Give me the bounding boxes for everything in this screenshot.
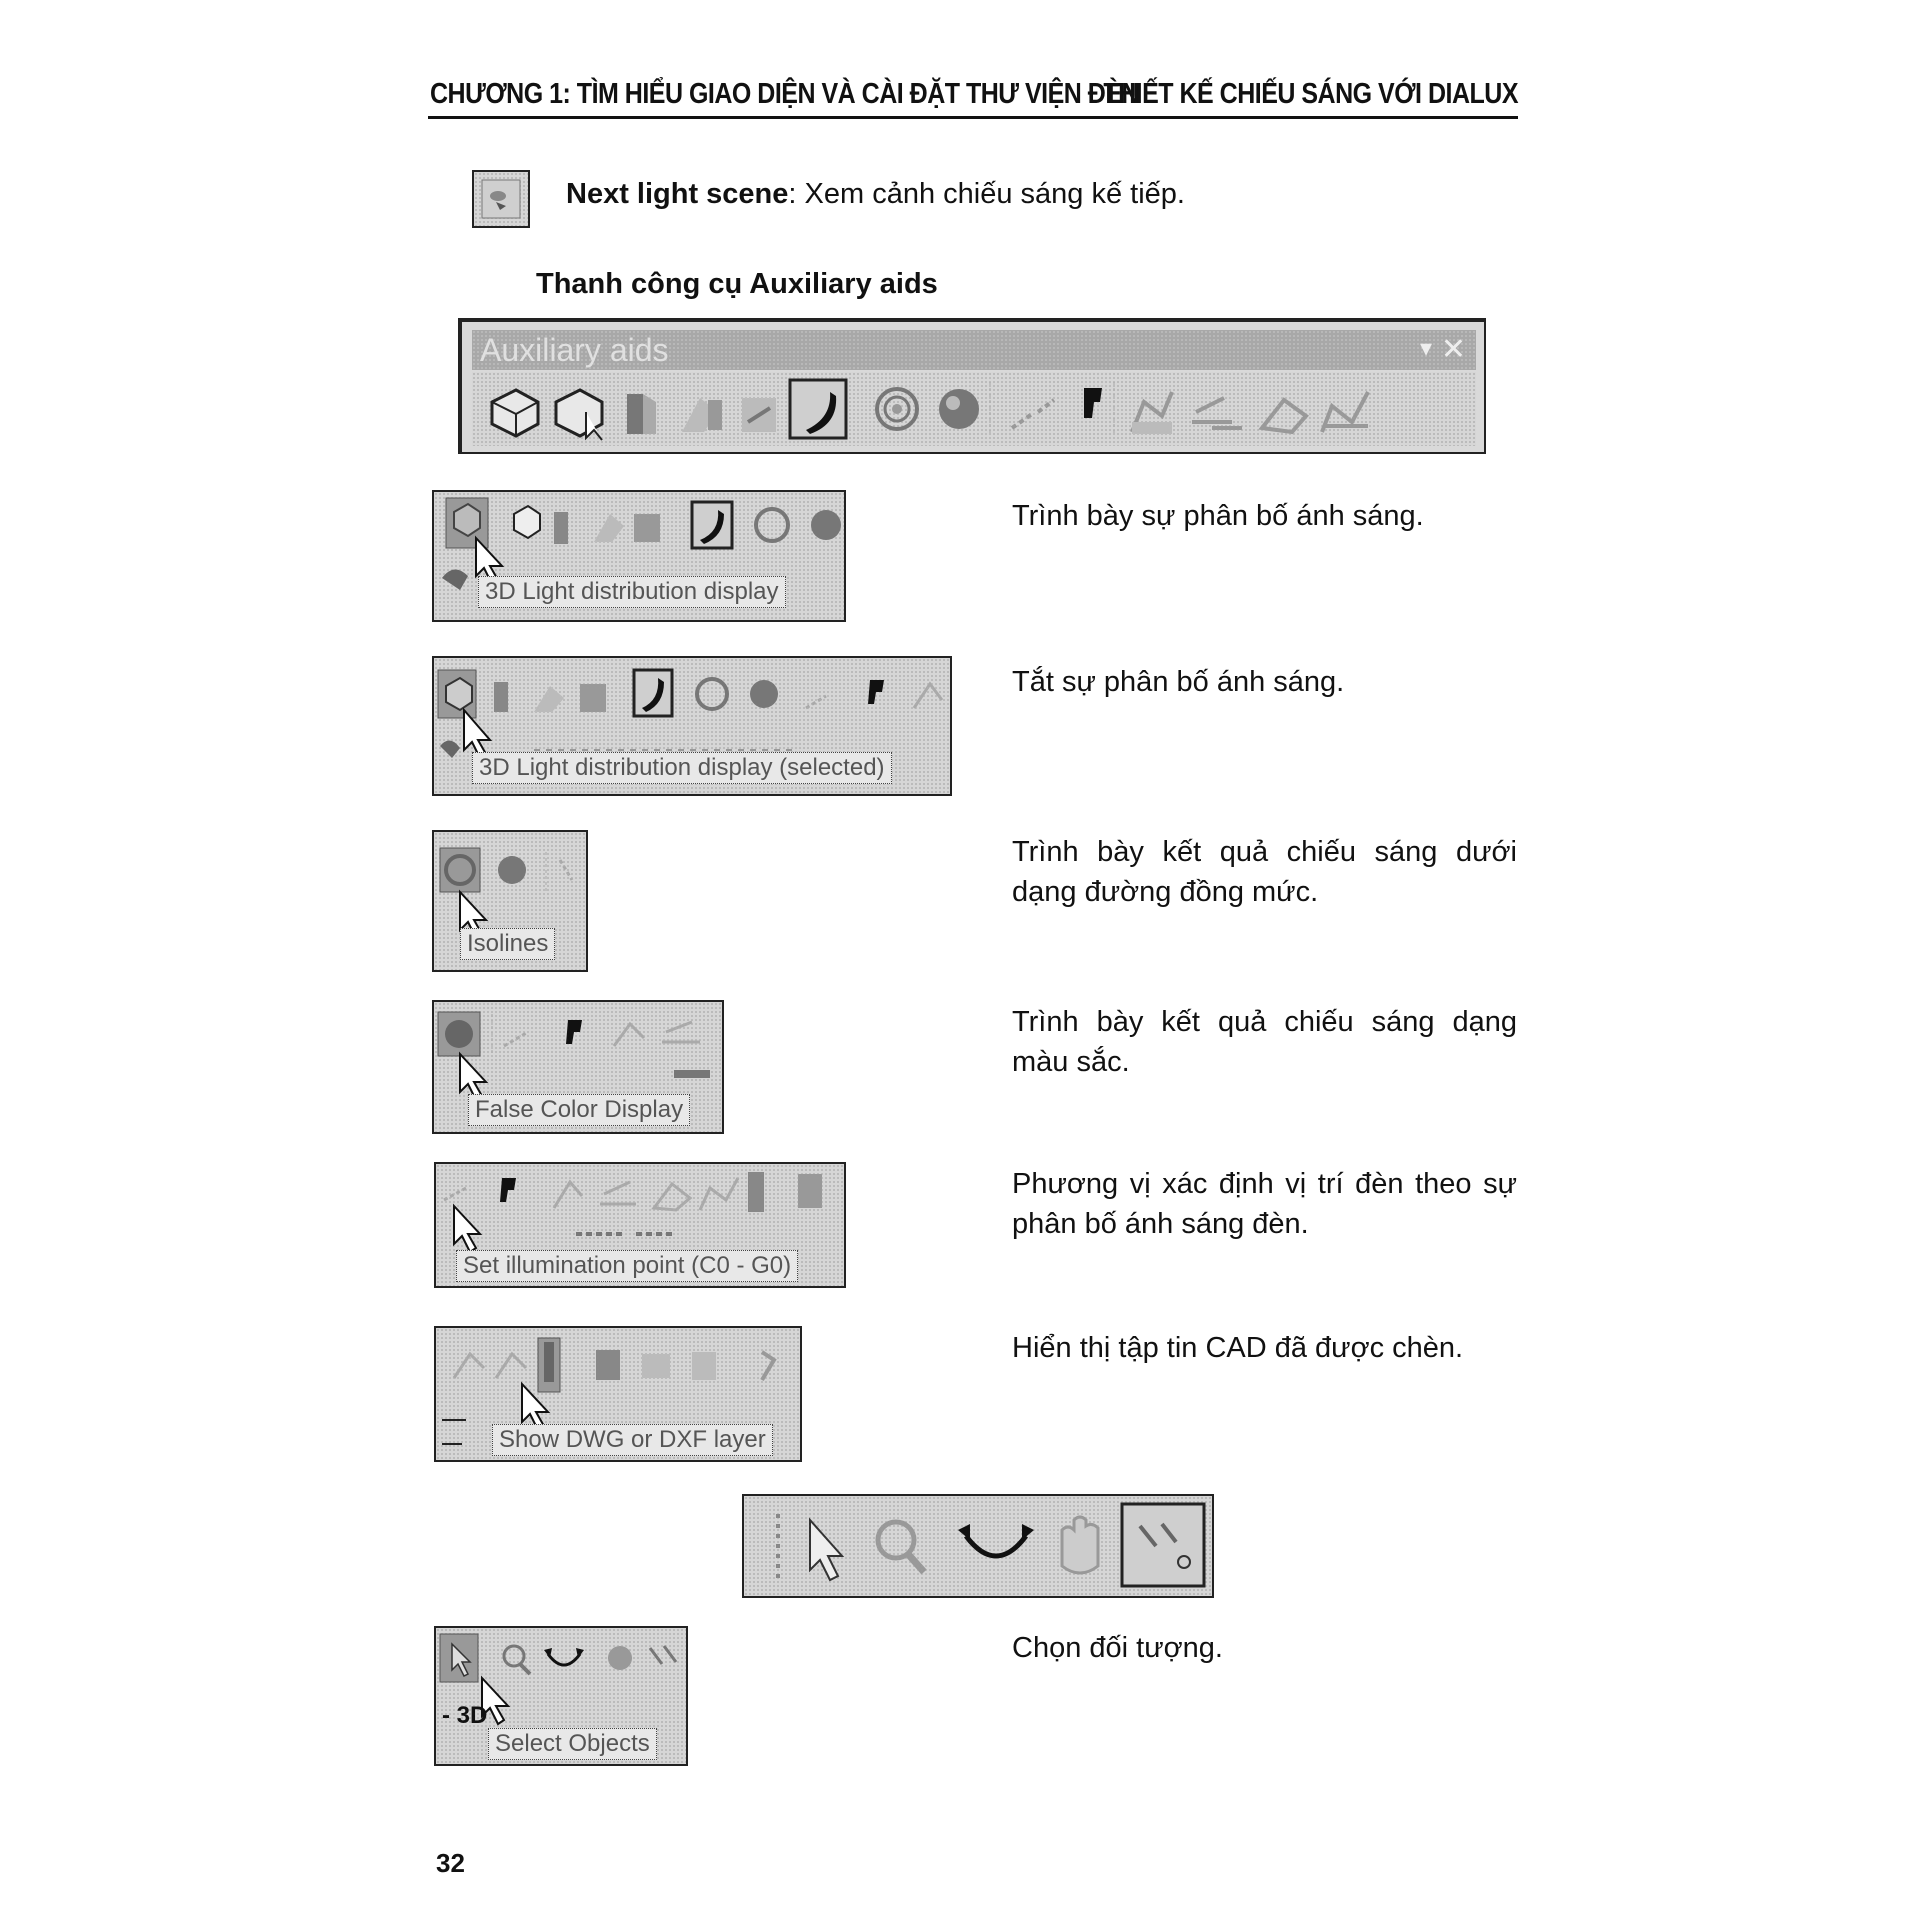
cube-light-icon[interactable]	[492, 390, 538, 436]
shot-3d-light-distribution	[432, 490, 846, 622]
isolines-icon[interactable]	[877, 389, 917, 429]
chapter-header: CHƯƠNG 1: TÌM HIỂU GIAO DIỆN VÀ CÀI ĐẶT THƯ VIỆN ĐÈN	[430, 77, 1140, 111]
tooltip: False Color Display	[468, 1094, 690, 1126]
luminaire-icon[interactable]	[627, 394, 656, 434]
section-title: Thanh công cụ Auxiliary aids	[536, 268, 938, 300]
toolbar-icon-row	[472, 372, 1476, 446]
next-scene-line	[566, 178, 1185, 211]
toolbar-title: Auxiliary aids	[480, 332, 669, 368]
illumination-point-icon[interactable]	[806, 696, 826, 708]
flag-icon[interactable]	[762, 1352, 774, 1380]
second-row-icons	[674, 1070, 710, 1078]
zoom-icon[interactable]	[504, 1646, 530, 1674]
toolbar-titlebar	[472, 330, 1476, 370]
cube-light-icon[interactable]	[454, 504, 480, 536]
lamp-icon	[442, 569, 468, 590]
cad-layer-icon-1[interactable]	[1132, 392, 1172, 434]
cad-layer-icon-2[interactable]	[496, 1354, 526, 1378]
chevron-down-icon[interactable]: ▾	[1419, 335, 1432, 362]
lamp-icon	[440, 740, 460, 758]
shade-icon[interactable]	[534, 686, 564, 712]
tooltip: Select Objects	[488, 1728, 657, 1760]
isolines-icon[interactable]	[697, 679, 727, 709]
grid-icon[interactable]	[642, 1354, 670, 1378]
auxiliary-aids-toolbar	[458, 318, 1486, 454]
next-light-scene-button[interactable]	[472, 170, 530, 228]
select-objects-tool-icon[interactable]	[650, 1646, 676, 1664]
cad-layer-icon-1[interactable]	[614, 1024, 644, 1046]
cad-layer-icon-1[interactable]	[454, 1354, 484, 1378]
standard-toolbar	[742, 1494, 1214, 1598]
report-icon[interactable]	[692, 1352, 716, 1380]
cad-layer-icon-4[interactable]	[700, 1178, 738, 1210]
item-4-desc: Trình bày kết quả chiếu sáng dạng màu sắc.	[1012, 1006, 1517, 1078]
pan-hand-icon[interactable]	[608, 1646, 632, 1670]
cad-layer-icon-4[interactable]	[1322, 392, 1368, 432]
shade-icon[interactable]	[682, 398, 722, 432]
luminaire-position-icon[interactable]	[566, 1020, 582, 1044]
luminaire-position-icon[interactable]	[500, 1178, 516, 1202]
rotate-icon[interactable]	[958, 1524, 1034, 1556]
selected-frame	[692, 502, 732, 548]
scene-icon[interactable]	[580, 684, 606, 712]
shot-3d-light-distribution-selected	[432, 656, 952, 796]
false-color-icon[interactable]	[811, 510, 841, 540]
dwg-layer-icon[interactable]	[748, 1172, 764, 1212]
item-3-desc: Trình bày kết quả chiếu sáng dưới dạng đường đồng mức.	[1012, 836, 1517, 908]
luminaire-position-icon[interactable]	[1084, 388, 1102, 418]
item-7-desc: Chọn đối tượng.	[1012, 1632, 1223, 1664]
mouse-cursor-icon	[464, 710, 490, 758]
cad-layer-icon-2[interactable]	[662, 1022, 700, 1042]
scene-icon[interactable]	[634, 514, 660, 542]
next-scene-desc: : Xem cảnh chiếu sáng kế tiếp.	[788, 178, 1185, 210]
false-color-icon[interactable]	[445, 1020, 473, 1048]
false-color-icon[interactable]	[498, 856, 526, 884]
cad-layer-icon-2[interactable]	[1192, 398, 1242, 428]
luminaire-icon[interactable]	[494, 682, 508, 712]
shot-illumination-point	[434, 1162, 846, 1288]
dwg-layer-icon[interactable]	[544, 1342, 554, 1382]
cad-layer-icon-1[interactable]	[554, 1182, 582, 1208]
false-color-icon[interactable]	[750, 680, 778, 708]
shot-select-objects	[434, 1626, 688, 1766]
luminaire-icon[interactable]	[554, 512, 568, 544]
item-2-desc: Tắt sự phân bố ánh sáng.	[1012, 666, 1345, 698]
mouse-cursor-icon	[454, 1206, 480, 1252]
item-5-desc: Phương vị xác định vị trí đèn theo sự phân bố ánh sáng đèn.	[1012, 1168, 1517, 1240]
shot-dwg-layer	[434, 1326, 802, 1462]
shot-false-color	[432, 1000, 724, 1134]
scene-icon[interactable]	[596, 1350, 620, 1380]
cad-layer-icon-2[interactable]	[600, 1182, 636, 1204]
item-6-desc: Hiển thị tập tin CAD đã được chèn.	[1012, 1332, 1464, 1364]
cube-select-icon[interactable]	[446, 678, 472, 710]
shade-icon[interactable]	[594, 514, 624, 542]
second-row-icons	[442, 1420, 466, 1444]
scene-icon[interactable]	[798, 1174, 822, 1208]
item-1-desc: Trình bày sự phân bố ánh sáng.	[1012, 500, 1424, 532]
tooltip: 3D Light distribution display (selected)	[472, 752, 892, 784]
illumination-point-icon[interactable]	[504, 1032, 528, 1046]
scene-icon[interactable]	[742, 398, 776, 432]
page-number: 32	[436, 1848, 465, 1878]
pan-hand-icon[interactable]	[1062, 1517, 1098, 1573]
cad-layer-icon[interactable]	[914, 684, 942, 708]
tooltip: Show DWG or DXF layer	[492, 1424, 773, 1456]
zoom-icon[interactable]	[878, 1522, 924, 1572]
next-scene-term: Next light scene	[566, 178, 789, 210]
select-arrow-icon[interactable]	[810, 1520, 842, 1580]
header-rule	[428, 116, 1518, 119]
cad-layer-icon-3[interactable]	[1262, 400, 1306, 432]
selected-frame	[1122, 1504, 1204, 1586]
illumination-point-icon[interactable]	[1012, 400, 1054, 428]
rotate-icon[interactable]	[544, 1648, 584, 1665]
illumination-point-icon[interactable]	[560, 860, 572, 880]
isolines-icon[interactable]	[756, 509, 788, 541]
close-icon[interactable]: ✕	[1440, 333, 1466, 366]
tooltip: Set illumination point (C0 - G0)	[456, 1250, 798, 1282]
tooltip: Isolines	[460, 928, 555, 960]
book-title-header: THIẾT KẾ CHIẾU SÁNG VỚI DIALUX	[1103, 77, 1518, 111]
shot-isolines	[432, 830, 588, 972]
selected-frame	[634, 670, 672, 716]
illumination-point-icon[interactable]	[444, 1188, 466, 1200]
cad-layer-icon-3[interactable]	[654, 1184, 690, 1210]
false-color-icon[interactable]	[939, 389, 979, 429]
next-scene-icon	[474, 172, 528, 226]
tooltip: 3D Light distribution display	[478, 576, 786, 608]
cube-select-icon[interactable]	[556, 390, 602, 440]
3d-label: - 3D	[442, 1702, 488, 1729]
cube-select-icon[interactable]	[514, 506, 540, 538]
luminaire-position-icon[interactable]	[868, 680, 884, 704]
